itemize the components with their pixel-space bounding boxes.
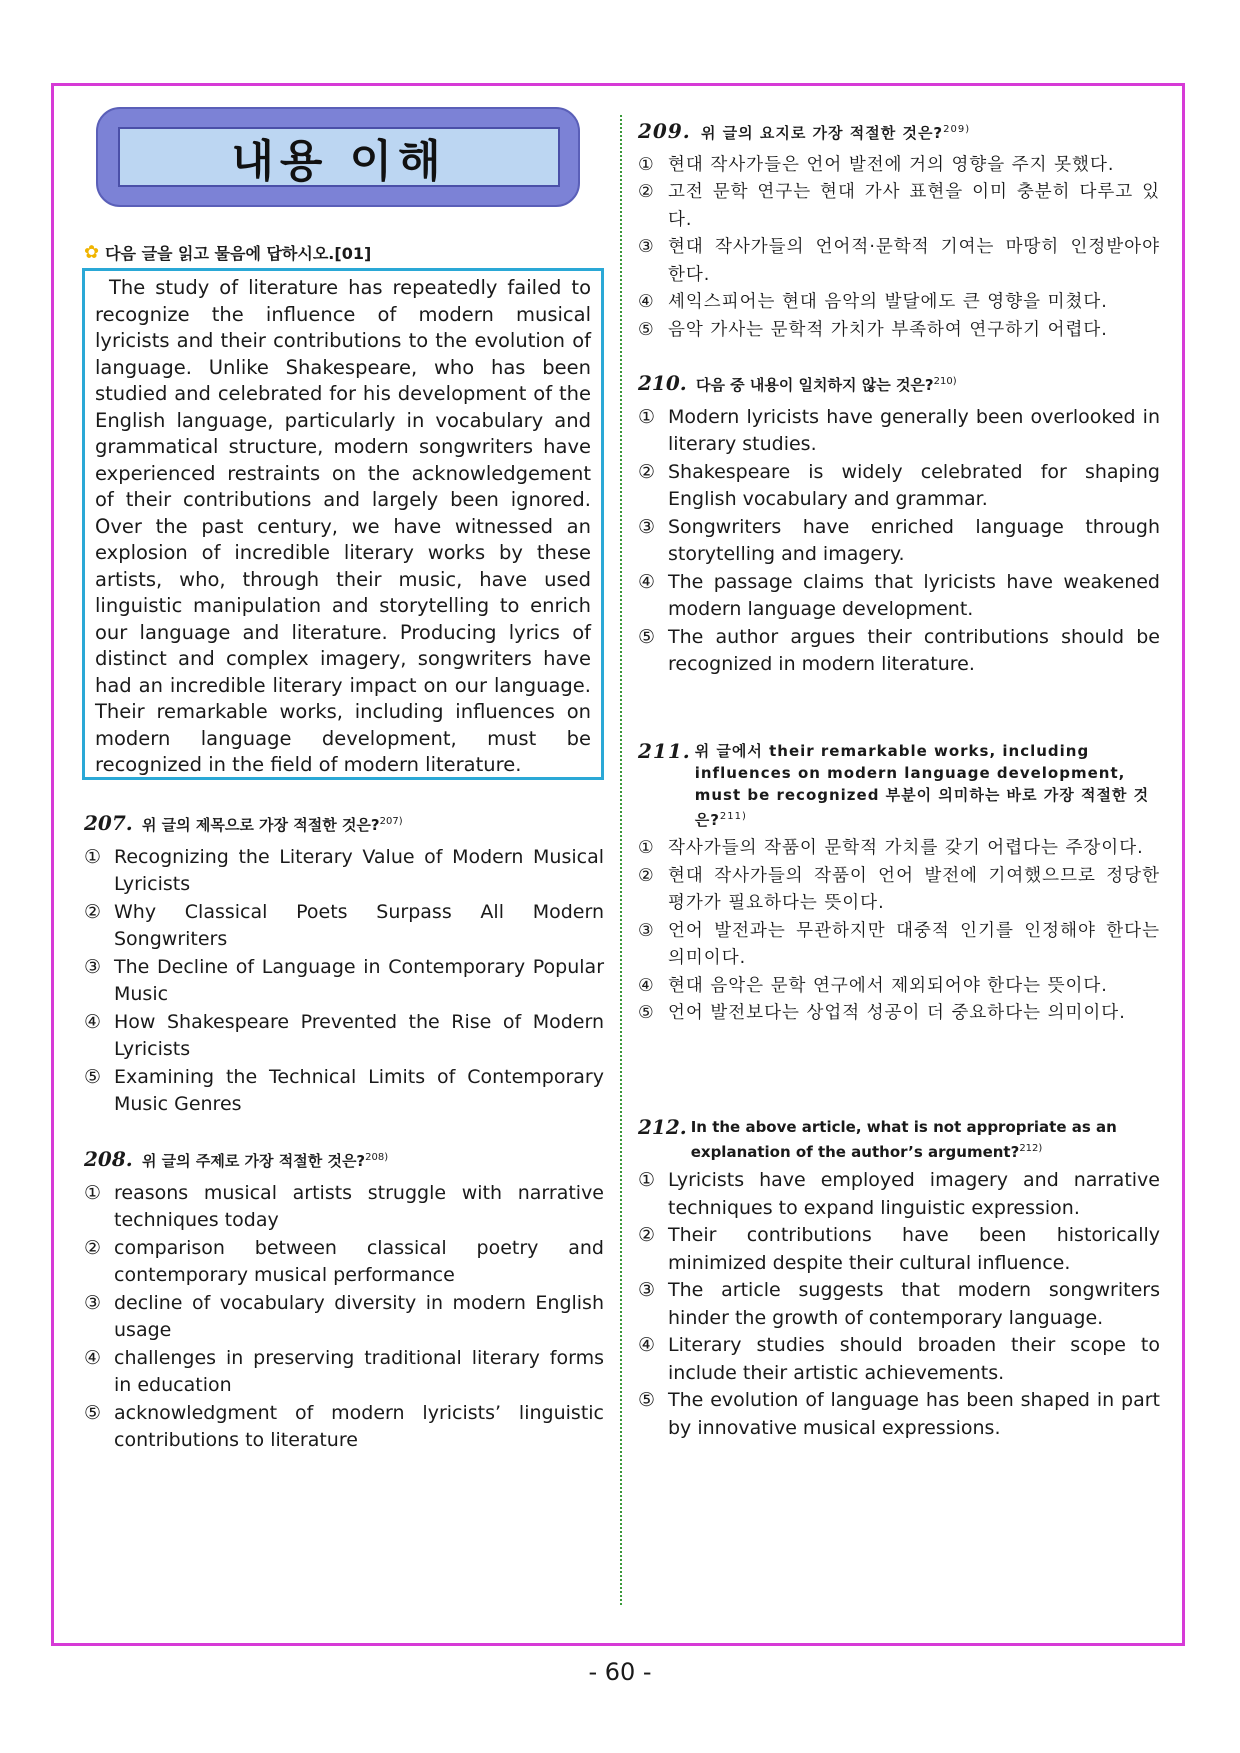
option-text: 현대 작사가들의 언어적·문학적 기여는 마땅히 인정받아야 한다. bbox=[668, 237, 1160, 285]
flower-icon: ✿ bbox=[84, 242, 100, 263]
option-text: decline of vocabulary diversity in modern English usage bbox=[114, 1291, 604, 1341]
option-marker: ⑤ bbox=[638, 319, 655, 340]
answer-option[interactable] bbox=[638, 624, 1160, 679]
option-text: 작사가들의 작품이 문학적 가치를 갖기 어렵다는 주장이다. bbox=[668, 838, 1144, 858]
option-marker: ① bbox=[84, 845, 102, 868]
question-209 bbox=[638, 116, 1160, 344]
option-marker: ③ bbox=[84, 1291, 102, 1314]
option-text: Modern lyricists have generally been overlooked in literary studies. bbox=[668, 405, 1160, 455]
option-marker: ⑤ bbox=[84, 1401, 102, 1424]
answer-option[interactable] bbox=[638, 1000, 1160, 1028]
option-text: The article suggests that modern songwriters hinder the growth of contemporary language. bbox=[668, 1279, 1160, 1329]
answer-option[interactable] bbox=[84, 1345, 604, 1400]
answer-option[interactable] bbox=[638, 289, 1160, 317]
answer-option[interactable] bbox=[638, 1222, 1160, 1277]
option-text: Examining the Technical Limits of Contemporary Music Genres bbox=[114, 1065, 604, 1115]
option-marker: ① bbox=[638, 1169, 656, 1191]
question-number: 210. bbox=[638, 371, 687, 395]
answer-option[interactable] bbox=[638, 835, 1160, 863]
option-text: 언어 발전과는 무관하지만 대중적 인기를 인정해야 한다는 의미이다. bbox=[668, 920, 1160, 968]
section-title: 내용 이해 bbox=[118, 127, 560, 187]
option-text: 현대 음악은 문학 연구에서 제외되어야 한다는 뜻이다. bbox=[668, 975, 1108, 996]
option-marker: ⑤ bbox=[84, 1065, 102, 1088]
option-marker: ① bbox=[84, 1181, 102, 1204]
question-prompt: 위 글의 요지로 가장 적절한 것은? bbox=[700, 124, 944, 142]
question-prompt: 위 글에서 their remarkable works, including influences on modern language development, must be recognized 부분이 의미하는 바로 가장 적절한 것은? bbox=[694, 742, 1150, 829]
option-text: acknowledgment of modern lyricists’ linguistic contributions to literature bbox=[114, 1401, 604, 1451]
option-text: Recognizing the Literary Value of Modern Musical Lyricists bbox=[114, 845, 604, 895]
answer-option[interactable] bbox=[84, 1400, 604, 1455]
option-text: Their contributions have been historically minimized despite their cultural influence. bbox=[668, 1224, 1160, 1274]
question-number: 212. bbox=[638, 1115, 687, 1139]
option-marker: ③ bbox=[638, 920, 655, 941]
option-marker: ① bbox=[638, 838, 655, 858]
option-text: Lyricists have employed imagery and narrative techniques to expand linguistic expression. bbox=[668, 1169, 1160, 1219]
answer-option[interactable] bbox=[638, 179, 1160, 234]
question-head bbox=[84, 1144, 604, 1176]
question-212 bbox=[638, 1114, 1160, 1442]
option-marker: ⑤ bbox=[638, 1389, 656, 1411]
instruction-text: 다음 글을 읽고 물음에 답하시오.[01] bbox=[105, 244, 372, 263]
question-210 bbox=[638, 368, 1160, 679]
question-head bbox=[638, 368, 1160, 400]
answer-option[interactable] bbox=[638, 459, 1160, 514]
footnote-ref: 212) bbox=[1019, 1143, 1043, 1154]
option-marker: ② bbox=[638, 460, 656, 483]
answer-option[interactable] bbox=[84, 1180, 604, 1235]
question-number: 208. bbox=[84, 1147, 133, 1171]
option-text: 언어 발전보다는 상업적 성공이 더 중요하다는 의미이다. bbox=[668, 1003, 1126, 1023]
answer-option[interactable] bbox=[638, 404, 1160, 459]
instruction bbox=[84, 241, 371, 264]
answer-option[interactable] bbox=[84, 1235, 604, 1290]
answer-option[interactable] bbox=[84, 954, 604, 1009]
option-marker: ③ bbox=[638, 515, 656, 538]
answer-option[interactable] bbox=[84, 1290, 604, 1345]
option-marker: ④ bbox=[638, 975, 655, 996]
footnote-ref: 208) bbox=[365, 1152, 389, 1163]
answer-option[interactable] bbox=[84, 1064, 604, 1119]
option-text: The Decline of Language in Contemporary Popular Music bbox=[114, 955, 604, 1005]
reading-passage: The study of literature has repeatedly failed to recognize the influence of modern musical lyricists and their contributions to the evolution of language. Unlike Shakespeare, who has been studied and celebrated for his development of the English language, particularly in vocabulary and grammatical structure, modern songwriters have experienced restraints on the acknowledgement of their contributions and largely been ignored. Over the past century, we have witnessed an explosion of incredible literary works by these artists, who, through their music, have used linguistic manipulation and storytelling to enrich our language and literature. Producing lyrics of distinct and complex imagery, songwriters have had an incredible literary impact on our language. Their remarkable works, including influences on modern language development, must be recognized in the field of modern literature. bbox=[82, 268, 604, 780]
answer-option[interactable] bbox=[638, 863, 1160, 918]
option-text: How Shakespeare Prevented the Rise of Modern Lyricists bbox=[114, 1010, 604, 1060]
answer-option[interactable] bbox=[638, 317, 1160, 345]
option-marker: ② bbox=[638, 182, 655, 202]
question-207 bbox=[84, 808, 604, 1119]
question-head bbox=[638, 738, 1160, 831]
answer-option[interactable] bbox=[638, 152, 1160, 180]
option-text: reasons musical artists struggle with narrative techniques today bbox=[114, 1181, 604, 1231]
question-211 bbox=[638, 738, 1160, 1028]
question-prompt: 위 글의 제목으로 가장 적절한 것은? bbox=[141, 816, 380, 834]
question-prompt: In the above article, what is not appropriate as an explanation of the author’s argument? bbox=[690, 1118, 1117, 1161]
answer-option[interactable] bbox=[638, 1167, 1160, 1222]
question-number: 211. bbox=[638, 739, 691, 763]
option-marker: ② bbox=[84, 1236, 102, 1259]
footnote-ref: 210) bbox=[933, 376, 957, 387]
page-number: - 60 - bbox=[588, 1658, 652, 1686]
option-marker: ④ bbox=[638, 570, 656, 593]
option-marker: ③ bbox=[638, 237, 655, 257]
option-text: The passage claims that lyricists have weakened modern language development. bbox=[668, 570, 1160, 620]
option-text: challenges in preserving traditional literary forms in education bbox=[114, 1346, 604, 1396]
option-marker: ④ bbox=[638, 1334, 656, 1356]
option-text: comparison between classical poetry and contemporary musical performance bbox=[114, 1236, 604, 1286]
option-text: Shakespeare is widely celebrated for shaping English vocabulary and grammar. bbox=[668, 460, 1160, 510]
option-text: 현대 작사가들은 언어 발전에 거의 영향을 주지 못했다. bbox=[668, 154, 1115, 175]
option-marker: ④ bbox=[84, 1010, 102, 1033]
option-text: 현대 작사가들의 작품이 언어 발전에 기여했으므로 정당한 평가가 필요하다는 뜻이다. bbox=[668, 865, 1160, 913]
footnote-ref: 209) bbox=[943, 124, 971, 135]
answer-option[interactable] bbox=[638, 1332, 1160, 1387]
option-text: 고전 문학 연구는 현대 가사 표현을 이미 충분히 다루고 있다. bbox=[668, 182, 1160, 230]
option-text: Songwriters have enriched language through storytelling and imagery. bbox=[668, 515, 1160, 565]
answer-option[interactable] bbox=[84, 899, 604, 954]
option-marker: ② bbox=[638, 1224, 656, 1246]
question-head bbox=[84, 808, 604, 840]
option-marker: ⑤ bbox=[638, 625, 656, 648]
option-marker: ⑤ bbox=[638, 1003, 655, 1023]
question-head bbox=[638, 1114, 1160, 1163]
option-marker: ② bbox=[638, 865, 655, 886]
answer-option[interactable] bbox=[638, 514, 1160, 569]
answer-option[interactable] bbox=[84, 1009, 604, 1064]
option-text: The evolution of language has been shaped in part by innovative musical expressions. bbox=[668, 1389, 1160, 1439]
option-text: The author argues their contributions should be recognized in modern literature. bbox=[668, 625, 1160, 675]
option-marker: ① bbox=[638, 405, 656, 428]
answer-option[interactable] bbox=[638, 973, 1160, 1001]
answer-option[interactable] bbox=[638, 918, 1160, 973]
option-marker: ① bbox=[638, 154, 655, 175]
answer-option[interactable] bbox=[638, 1277, 1160, 1332]
question-number: 209. bbox=[638, 119, 691, 143]
question-prompt: 다음 중 내용이 일치하지 않는 것은? bbox=[695, 376, 934, 394]
option-text: Literary studies should broaden their scope to include their artistic achievements. bbox=[668, 1334, 1160, 1384]
option-text: 음악 가사는 문학적 가치가 부족하여 연구하기 어렵다. bbox=[668, 319, 1108, 340]
option-marker: ③ bbox=[638, 1279, 656, 1301]
column-divider bbox=[620, 115, 622, 1605]
option-text: 셰익스피어는 현대 음악의 발달에도 큰 영향을 미쳤다. bbox=[668, 292, 1108, 312]
footnote-ref: 207) bbox=[379, 816, 403, 827]
option-marker: ④ bbox=[638, 292, 655, 312]
answer-option[interactable] bbox=[638, 234, 1160, 289]
question-head bbox=[638, 116, 1160, 148]
question-208 bbox=[84, 1144, 604, 1455]
answer-option[interactable] bbox=[638, 569, 1160, 624]
option-marker: ③ bbox=[84, 955, 102, 978]
question-number: 207. bbox=[84, 811, 133, 835]
answer-option[interactable] bbox=[84, 844, 604, 899]
question-prompt: 위 글의 주제로 가장 적절한 것은? bbox=[141, 1152, 366, 1170]
option-marker: ④ bbox=[84, 1346, 102, 1369]
answer-option[interactable] bbox=[638, 1387, 1160, 1442]
option-text: Why Classical Poets Surpass All Modern Songwriters bbox=[114, 900, 604, 950]
footnote-ref: 211) bbox=[719, 811, 747, 822]
option-marker: ② bbox=[84, 900, 102, 923]
